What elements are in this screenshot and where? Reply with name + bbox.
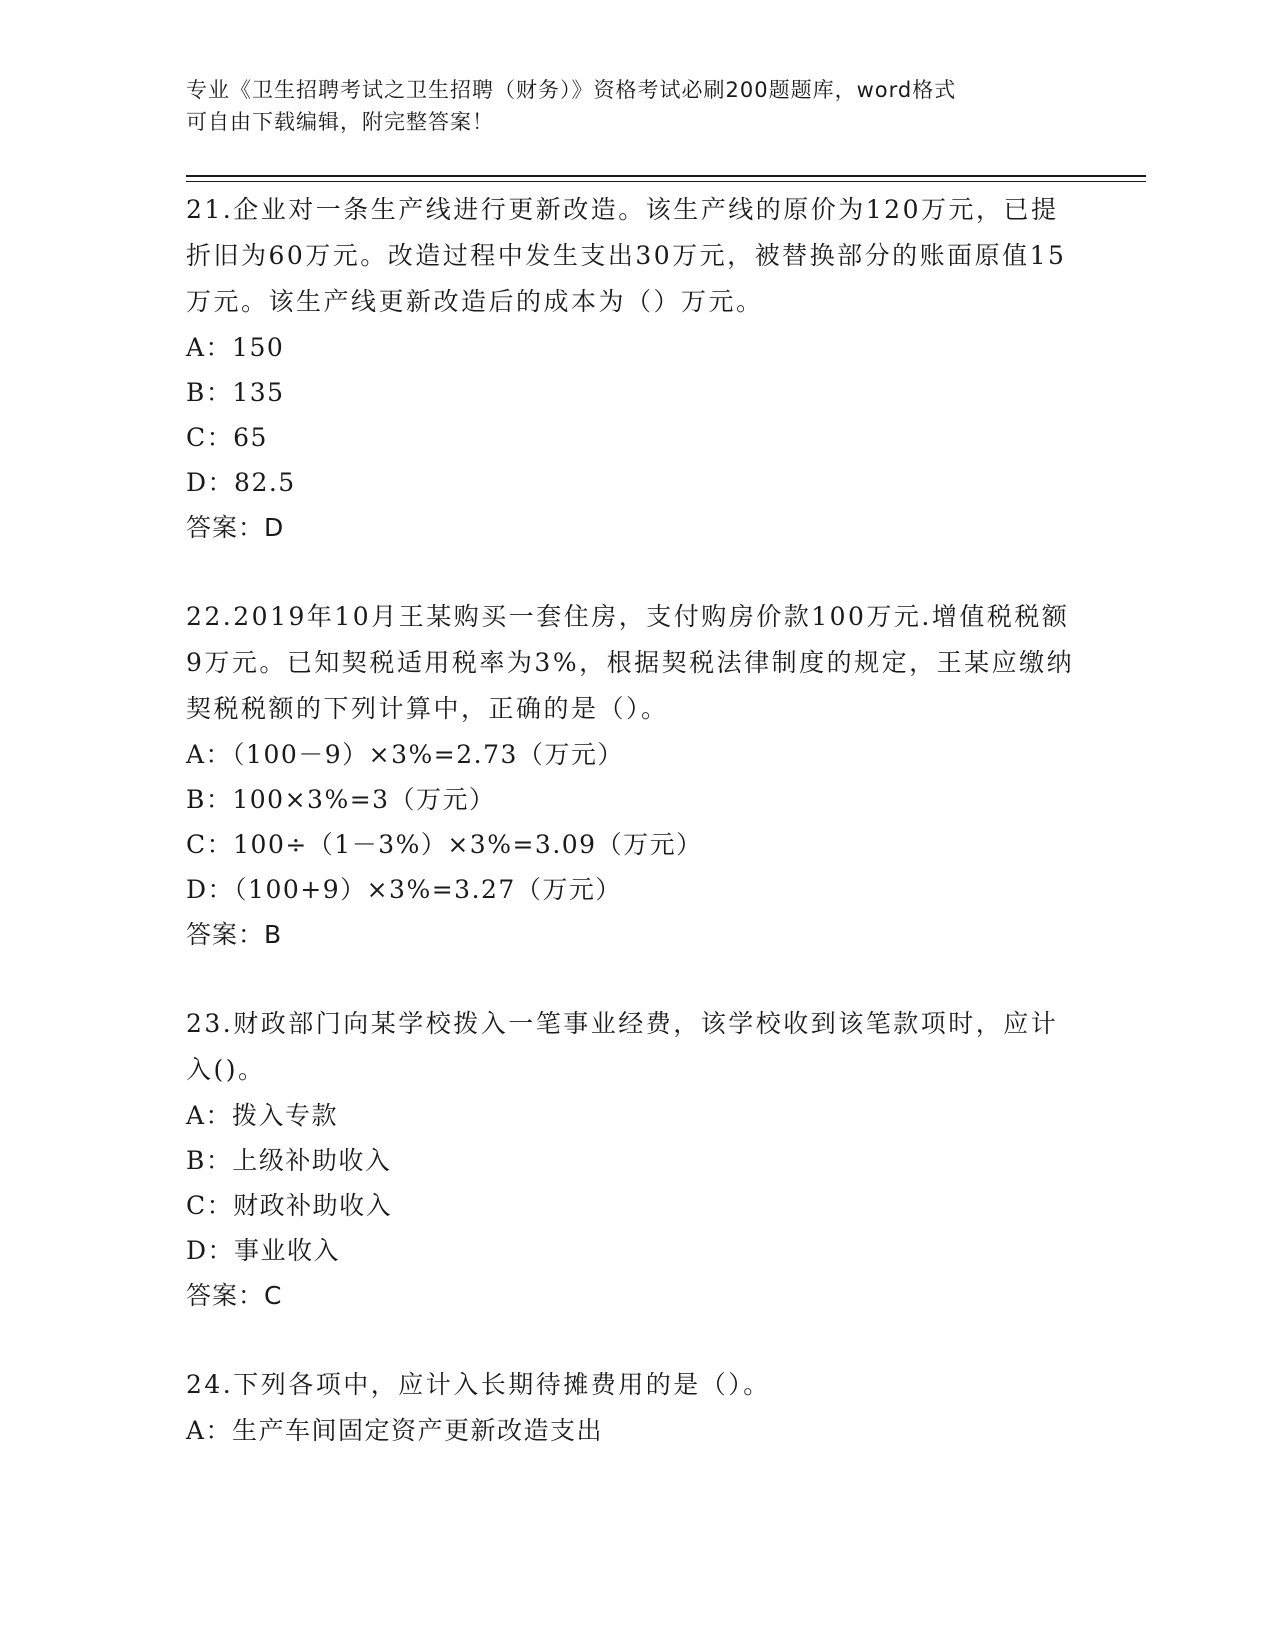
question-21: [186, 187, 1076, 551]
question-22: [186, 594, 1076, 958]
option-a: A：拨入专款: [186, 1101, 339, 1130]
option-d: D：事业收入: [186, 1236, 341, 1265]
question-stem: 24.下列各项中，应计入长期待摊费用的是（）。: [186, 1370, 771, 1399]
option-c: C：65: [186, 423, 268, 452]
question-list: [186, 187, 1076, 1453]
option-a: A：生产车间固定资产更新改造支出: [186, 1416, 604, 1445]
answer: 答案：B: [186, 920, 283, 949]
option-d: D：（100+9）×3%=3.27（万元）: [186, 875, 622, 904]
question-24: [186, 1362, 1076, 1453]
question-spacer: [186, 1319, 1076, 1362]
answer: 答案：D: [186, 513, 285, 542]
option-c: C：财政补助收入: [186, 1191, 393, 1220]
question-spacer: [186, 551, 1076, 594]
header-line-1: 专业《卫生招聘考试之卫生招聘（财务）》资格考试必刷200题题库，word格式: [186, 78, 957, 102]
option-b: B：100×3%=3（万元）: [186, 785, 496, 814]
option-a: A：（100－9）×3%=2.73（万元）: [186, 740, 624, 769]
option-a: A：150: [186, 333, 285, 362]
question-stem: 22.2019年10月王某购买一套住房，支付购房价款100万元.增值税税额9万元。已知契税适用税率为3%，根据契税法律制度的规定，王某应缴纳契税税额的下列计算中，正确的是（）。: [186, 602, 1075, 723]
option-d: D：82.5: [186, 468, 296, 497]
header-divider-thick: [186, 175, 1146, 177]
question-spacer: [186, 958, 1076, 1001]
option-b: B：上级补助收入: [186, 1146, 392, 1175]
question-stem: 23.财政部门向某学校拨入一笔事业经费，该学校收到该笔款项时，应计入()。: [186, 1009, 1059, 1084]
question-stem: 21.企业对一条生产线进行更新改造。该生产线的原价为120万元，已提折旧为60万元。改造过程中发生支出30万元，被替换部分的账面原值15万元。该生产线更新改造后的成本为（）万元。: [186, 195, 1067, 316]
page-header: [186, 74, 1066, 138]
option-b: B：135: [186, 378, 285, 407]
header-divider-thin: [186, 181, 1146, 182]
option-c: C：100÷（1－3%）×3%=3.09（万元）: [186, 830, 703, 859]
question-23: [186, 1001, 1076, 1319]
header-line-2: 可自由下载编辑，附完整答案！: [186, 110, 494, 134]
answer: 答案：C: [186, 1281, 283, 1310]
